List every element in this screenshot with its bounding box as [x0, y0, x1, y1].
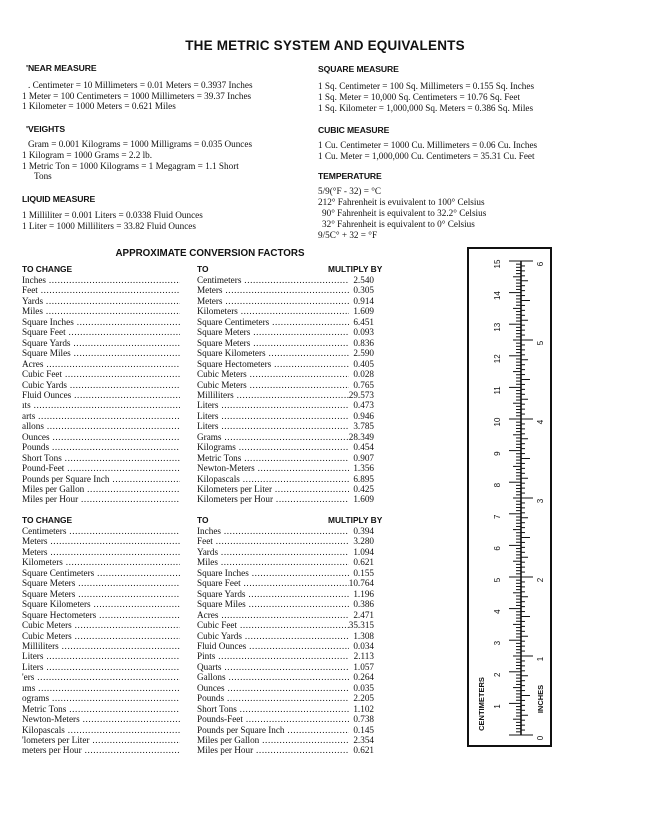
table-row [22, 735, 392, 746]
from-unit: Newton-Meters ..... [22, 714, 180, 725]
col-header-to: TO [197, 515, 209, 525]
to-unit: Pints ..... [197, 651, 349, 662]
table-row [22, 568, 392, 579]
liquid-measure-line: 1 Milliliter = 0.001 Liters = 0.0338 Fluid Ounces [22, 210, 203, 220]
multiplier: 0.946 [353, 410, 374, 421]
to-unit: Newton-Meters ..... [197, 463, 349, 474]
from-unit: Pound-Feet ..... [22, 463, 180, 474]
col-header-multiply: MULTIPLY BY [328, 515, 383, 525]
from-unit: allons ..... [22, 421, 180, 432]
from-unit: Yards ..... [22, 296, 180, 307]
to-unit: Kilopascals ..... [197, 474, 349, 485]
from-unit: ıms ..... [22, 683, 180, 694]
from-unit: Square Meters ..... [22, 589, 180, 600]
table-row [22, 453, 392, 464]
from-unit: 'ers ..... [22, 672, 180, 683]
table-row [22, 484, 392, 495]
linear-measure-line: 1 Kilometer = 1000 Meters = 0.621 Miles [22, 101, 176, 111]
from-unit: Miles per Gallon ..... [22, 484, 180, 495]
multiplier: 3.785 [353, 421, 374, 432]
multiplier: 28.349 [348, 431, 374, 442]
multiplier: 1.196 [353, 588, 374, 599]
table-row [22, 536, 392, 547]
to-unit: Square Inches ..... [197, 568, 349, 579]
cm-number: 10 [493, 417, 502, 427]
cm-number: 12 [493, 354, 502, 364]
table-row [22, 338, 392, 349]
table-row [22, 411, 392, 422]
to-unit: Pounds per Square Inch ..... [197, 725, 349, 736]
cm-number: 6 [493, 546, 502, 551]
from-unit: Square Meters ..... [22, 578, 180, 589]
multiplier: 6.451 [353, 316, 374, 327]
multiplier: 0.738 [353, 714, 374, 725]
cm-number: 3 [493, 640, 502, 646]
multiplier: 0.145 [353, 724, 374, 735]
multiplier: 1.094 [353, 546, 374, 557]
inch-number: 0 [536, 735, 545, 741]
to-unit: Feet ..... [197, 536, 349, 547]
table-row [22, 547, 392, 558]
cm-number: 13 [493, 322, 502, 332]
to-unit: Square Yards ..... [197, 589, 349, 600]
col-header-multiply: MULTIPLY BY [328, 264, 383, 274]
cm-number: 2 [493, 672, 502, 678]
inch-number: 5 [536, 340, 545, 346]
cm-number: 8 [493, 482, 502, 488]
weights-line: Gram = 0.001 Kilograms = 1000 Milligrams = 0.035 Ounces [28, 139, 253, 149]
from-unit: meters per Hour ..... [22, 745, 180, 756]
multiplier: 0.028 [353, 369, 374, 380]
multiplier: 35.315 [348, 620, 374, 631]
from-unit: Milliliters ..... [22, 641, 180, 652]
to-unit: Inches ..... [197, 526, 349, 537]
multiplier: 0.405 [353, 358, 374, 369]
from-unit: Short Tons ..... [22, 453, 180, 464]
multiplier: 0.035 [353, 682, 374, 693]
col-header-from: TO CHANGE [22, 264, 73, 274]
multiplier: 2.354 [353, 735, 374, 745]
to-unit: Acres ..... [197, 610, 349, 621]
table-row [22, 704, 392, 715]
from-unit: Inches ..... [22, 275, 180, 286]
table-row [22, 390, 392, 401]
to-unit: Fluid Ounces ..... [197, 641, 349, 652]
from-unit: arts ..... [22, 411, 180, 422]
from-unit: Square Centimeters ..... [22, 568, 180, 579]
cm-number: 9 [493, 451, 502, 456]
to-unit: Centimeters ..... [197, 275, 349, 286]
from-unit: Liters ..... [22, 651, 180, 662]
temperature-line: 9/5C° + 32 = °F [318, 230, 378, 240]
table-row [22, 714, 392, 725]
inch-label: INCHES [536, 684, 545, 714]
to-unit: Quarts ..... [197, 662, 349, 673]
cm-number: 5 [493, 577, 502, 583]
from-unit: Square Inches ..... [22, 317, 180, 328]
multiplier: 0.621 [353, 557, 374, 568]
table-row [22, 275, 392, 286]
table-row [22, 662, 392, 673]
to-unit: Cubic Feet ..... [197, 620, 349, 631]
to-unit: Liters ..... [197, 400, 349, 411]
multiplier: 6.895 [353, 473, 374, 484]
table-row [22, 442, 392, 453]
multiplier: 0.765 [353, 379, 374, 390]
from-unit: Liters ..... [22, 662, 180, 673]
from-unit: Cubic Meters ..... [22, 620, 180, 631]
from-unit: Meters ..... [22, 536, 180, 547]
table-row [22, 432, 392, 443]
from-unit: Square Yards ..... [22, 338, 180, 349]
weights-line: 1 Metric Ton = 1000 Kilograms = 1 Megagram = 1.1 Short [22, 161, 239, 171]
to-unit: Liters ..... [197, 411, 349, 422]
inch-number: 1 [536, 656, 545, 662]
col-header-from: TO CHANGE [22, 515, 73, 525]
to-unit: Meters ..... [197, 296, 349, 307]
to-unit: Cubic Meters ..... [197, 369, 349, 380]
multiplier: 3.280 [353, 536, 374, 547]
multiplier: 2.205 [353, 693, 374, 704]
table-row [22, 306, 392, 317]
multiplier: 0.093 [353, 327, 374, 338]
multiplier: 0.473 [353, 400, 374, 411]
square-measure-line: 1 Sq. Meter = 10,000 Sq. Centimeters = 10.76 Sq. Feet [318, 92, 521, 102]
liquid-measure-line: 1 Liter = 1000 Milliliters = 33.82 Fluid Ounces [22, 221, 196, 231]
from-unit: Meters ..... [22, 547, 180, 558]
table-row [22, 683, 392, 694]
table-row [22, 317, 392, 328]
to-unit: Miles per Gallon ..... [197, 735, 349, 746]
cubic-measure-line: 1 Cu. Meter = 1,000,000 Cu. Centimeters = 35.31 Cu. Feet [318, 151, 535, 161]
inch-number: 6 [536, 261, 545, 267]
multiplier: 0.155 [353, 567, 374, 578]
multiplier: 2.113 [353, 651, 374, 662]
from-unit: Metric Tons ..... [22, 704, 180, 715]
table-row [22, 599, 392, 610]
multiplier: 0.621 [353, 745, 374, 756]
table-row [22, 725, 392, 736]
to-unit: Liters ..... [197, 421, 349, 432]
cm-label: CENTIMETERS [477, 677, 486, 731]
from-unit: ıts ..... [22, 400, 180, 411]
weights-heading: 'VEIGHTS [26, 124, 65, 134]
col-header-to: TO [197, 264, 209, 274]
to-unit: Kilometers per Hour ..... [197, 494, 349, 505]
table-row [22, 745, 392, 756]
table-row [22, 641, 392, 652]
table-row [22, 672, 392, 683]
from-unit: Pounds per Square Inch ..... [22, 474, 180, 485]
table-row [22, 421, 392, 432]
to-unit: Square Miles ..... [197, 599, 349, 610]
to-unit: Square Hectometers ..... [197, 359, 349, 370]
table-row [22, 631, 392, 642]
table-row [22, 285, 392, 296]
multiplier: 10.764 [348, 578, 374, 589]
from-unit: Ounces ..... [22, 432, 180, 443]
from-unit: Miles per Hour ..... [22, 494, 180, 505]
multiplier: 0.454 [353, 442, 374, 453]
table-row [22, 578, 392, 589]
ruler-scale [469, 249, 550, 745]
from-unit: Square Hectometers ..... [22, 610, 180, 621]
to-unit: Grams ..... [197, 432, 349, 443]
from-unit: Square Kilometers ..... [22, 599, 180, 610]
linear-measure-heading: 'NEAR MEASURE [26, 63, 97, 73]
table-row [22, 369, 392, 380]
from-unit: Square Feet ..... [22, 327, 180, 338]
multiplier: 0.305 [353, 285, 374, 296]
to-unit: Miles ..... [197, 557, 349, 568]
from-unit: Pounds ..... [22, 442, 180, 453]
table-row [22, 359, 392, 370]
cubic-measure-line: 1 Cu. Centimeter = 1000 Cu. Millimeters = 0.06 Cu. Inches [318, 140, 538, 150]
table-row [22, 296, 392, 307]
table-row [22, 693, 392, 704]
table-row [22, 620, 392, 631]
weights-line: Tons [34, 171, 52, 181]
liquid-measure-heading: LIQUID MEASURE [22, 194, 96, 204]
table-row [22, 557, 392, 568]
temperature-line: 212° Fahrenheit is evuivalent to 100° Celsius [318, 197, 485, 207]
table-row [22, 651, 392, 662]
to-unit: Cubic Meters ..... [197, 380, 349, 391]
multiplier: 0.914 [353, 295, 374, 306]
to-unit: Kilometers ..... [197, 306, 349, 317]
table-row [22, 589, 392, 600]
table-row [22, 348, 392, 359]
to-unit: Milliliters ..... [197, 390, 349, 401]
multiplier: 0.034 [353, 640, 374, 651]
from-unit: Square Miles ..... [22, 348, 180, 359]
table-row [22, 327, 392, 338]
temperature-heading: TEMPERATURE [318, 171, 382, 181]
from-unit: Fluid Ounces ..... [22, 390, 180, 401]
cm-number: 11 [493, 386, 502, 395]
multiplier: 0.425 [353, 484, 374, 494]
linear-measure-line: . Centimeter = 10 Millimeters = 0.01 Meters = 0.3937 Inches [28, 80, 253, 90]
multiplier: 2.471 [353, 609, 374, 620]
table-row [22, 610, 392, 621]
from-unit: Cubic Yards ..... [22, 380, 180, 391]
from-unit: Centimeters ..... [22, 526, 180, 537]
multiplier: 1.356 [353, 463, 374, 474]
to-unit: Square Kilometers ..... [197, 348, 349, 359]
to-unit: Square Meters ..... [197, 327, 349, 338]
multiplier: 29.573 [348, 389, 374, 400]
multiplier: 0.264 [353, 672, 374, 683]
ruler [467, 247, 552, 747]
multiplier: 0.907 [353, 452, 374, 463]
multiplier: 1.102 [353, 703, 374, 714]
table-row [22, 463, 392, 474]
to-unit: Ounces ..... [197, 683, 349, 694]
multiplier: 1.609 [353, 306, 374, 317]
from-unit: Acres ..... [22, 359, 180, 370]
inch-number: 4 [536, 419, 545, 425]
from-unit: ograms ..... [22, 693, 180, 704]
from-unit: 'lometers per Liter ..... [22, 735, 180, 746]
to-unit: Meters ..... [197, 285, 349, 296]
to-unit: Miles per Hour ..... [197, 745, 349, 756]
inch-number: 2 [536, 577, 545, 583]
to-unit: Short Tons ..... [197, 704, 349, 715]
to-unit: Square Centimeters ..... [197, 317, 349, 328]
to-unit: Cubic Yards ..... [197, 631, 349, 642]
multiplier: 2.590 [353, 348, 374, 359]
cm-number: 1 [493, 704, 502, 709]
to-unit: Kilometers per Liter ..... [197, 484, 349, 495]
temperature-line: 32° Fahrenheit is equivalent to 0° Celsius [322, 219, 475, 229]
from-unit: Feet ..... [22, 285, 180, 296]
temperature-line: 90° Fahrenheit is equivalent to 32.2° Celsius [322, 208, 487, 218]
multiplier: 1.308 [353, 630, 374, 641]
table-row [22, 380, 392, 391]
inch-number: 3 [536, 498, 545, 504]
weights-line: 1 Kilogram = 1000 Grams = 2.2 lb. [22, 150, 153, 160]
from-unit: Cubic Meters ..... [22, 631, 180, 642]
table-row [22, 400, 392, 411]
from-unit: Kilometers ..... [22, 557, 180, 568]
multiplier: 1.609 [353, 494, 374, 505]
linear-measure-line: 1 Meter = 100 Centimeters = 1000 Millimeters = 39.37 Inches [22, 91, 252, 101]
table-row [22, 526, 392, 537]
to-unit: Square Meters ..... [197, 338, 349, 349]
conversion-heading: APPROXIMATE CONVERSION FACTORS [115, 248, 305, 259]
to-unit: Metric Tons ..... [197, 453, 349, 464]
from-unit: Kilopascals ..... [22, 725, 180, 736]
from-unit: Miles ..... [22, 306, 180, 317]
to-unit: Yards ..... [197, 547, 349, 558]
cm-number: 15 [493, 259, 502, 269]
from-unit: Cubic Feet ..... [22, 369, 180, 380]
to-unit: Kilograms ..... [197, 442, 349, 453]
multiplier: 0.394 [353, 526, 374, 536]
to-unit: Pounds ..... [197, 693, 349, 704]
multiplier: 0.386 [353, 599, 374, 610]
table-row [22, 494, 392, 505]
square-measure-heading: SQUARE MEASURE [318, 64, 399, 74]
temperature-line: 5/9(°F - 32) = °C [318, 186, 382, 196]
to-unit: Square Feet ..... [197, 578, 349, 589]
to-unit: Pounds-Feet ..... [197, 714, 349, 725]
cm-number: 7 [493, 514, 502, 520]
table-row [22, 474, 392, 485]
cm-number: 4 [493, 609, 502, 614]
cm-number: 14 [493, 291, 502, 301]
multiplier: 2.540 [353, 275, 374, 285]
square-measure-line: 1 Sq. Kilometer = 1,000,000 Sq. Meters = 0.386 Sq. Miles [318, 103, 534, 113]
multiplier: 1.057 [353, 661, 374, 672]
to-unit: Gallons ..... [197, 672, 349, 683]
square-measure-line: 1 Sq. Centimeter = 100 Sq. Millimeters = 0.155 Sq. Inches [318, 81, 535, 91]
cubic-measure-heading: CUBIC MEASURE [318, 125, 390, 135]
page-title: THE METRIC SYSTEM AND EQUIVALENTS [185, 38, 465, 53]
multiplier: 0.836 [353, 337, 374, 348]
